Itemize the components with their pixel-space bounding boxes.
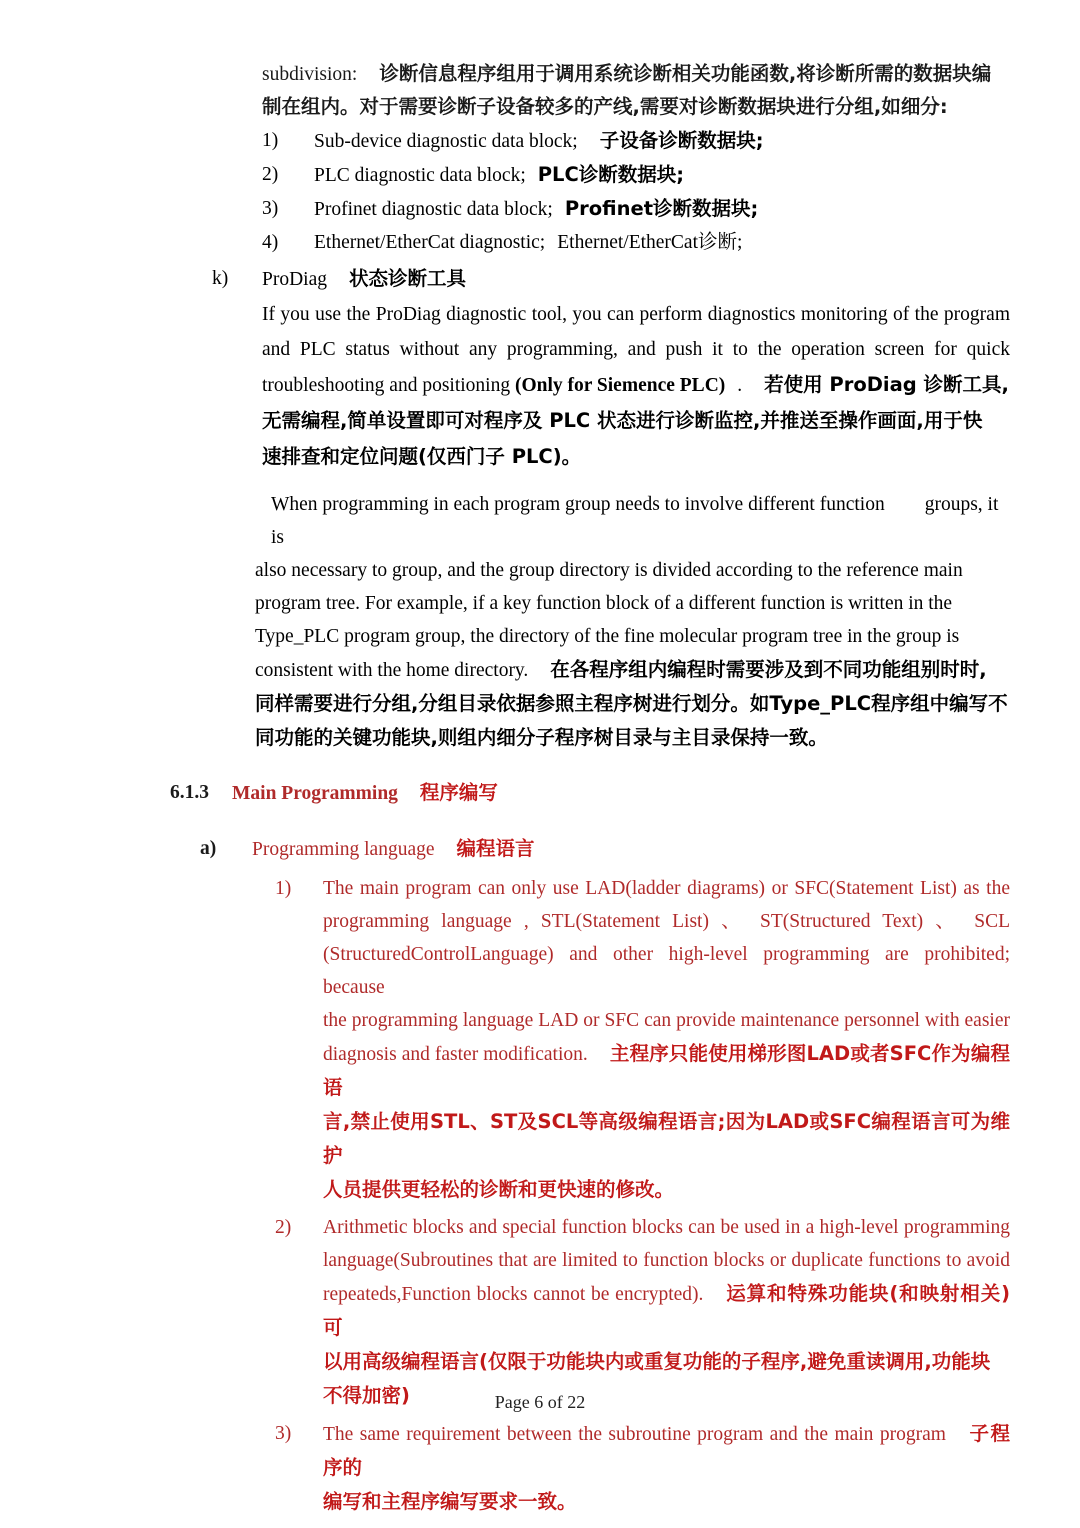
section-title-en: Main Programming xyxy=(232,783,398,804)
section-title-cn: 程序编写 xyxy=(419,781,498,804)
sub-item-line xyxy=(323,1004,1010,1037)
when-line1-b: groups, it is xyxy=(271,494,999,548)
item-k-title-cn: 状态诊断工具 xyxy=(349,267,467,290)
list-item xyxy=(262,192,1010,226)
when-line5-cn: 在各程序组内编程时需要涉及到不同功能组别时时, xyxy=(550,658,987,681)
item-k-line3-b: . xyxy=(737,375,743,396)
item-a-body xyxy=(252,832,535,866)
sub-item-2-cn-0: 运算和特殊功能块(和映射相关)可 xyxy=(323,1282,1010,1339)
item-k-bold-note: (Only for Siemence PLC) xyxy=(514,375,726,396)
sub-item-marker: 2) xyxy=(275,1217,292,1238)
list-item-en: Ethernet/EtherCat diagnostic; xyxy=(314,232,546,253)
when-line-4 xyxy=(255,620,1010,653)
list-item-cn: Ethernet/EtherCat诊断; xyxy=(557,232,743,253)
sub-item-line xyxy=(323,1211,1010,1244)
sub-item-1-line-1: programming language , STL(Statement List) 、 ST(Structured Text) 、 SCL xyxy=(323,911,1010,932)
sub-item-body xyxy=(323,1417,1010,1519)
section-title xyxy=(232,777,498,810)
sub-item-2 xyxy=(275,1211,1010,1413)
list-item-en: Sub-device diagnostic data block; xyxy=(314,131,578,152)
sub-item-line xyxy=(323,1105,1010,1173)
item-k-marker: k) xyxy=(212,268,229,289)
sub-item-1-line-2: (StructuredControlLanguage) and other high-level programming are prohibited; because xyxy=(323,944,1010,998)
when-programming-paragraph xyxy=(255,488,1010,755)
list-item xyxy=(262,158,1010,192)
when-line-7 xyxy=(255,721,1010,755)
item-k-para-line-3 xyxy=(262,369,1010,402)
sub-item-3-cn-1: 编写和主程序编写要求一致。 xyxy=(323,1490,577,1513)
item-k xyxy=(212,262,1010,474)
sub-item-line xyxy=(323,1173,1010,1207)
sub-item-3-cn-0: 子程序的 xyxy=(323,1422,1010,1479)
sub-item-line xyxy=(323,938,1010,1004)
item-k-line2: and PLC status without any programming, and push it to the operation screen for quick xyxy=(262,339,1010,360)
sub-item-body xyxy=(323,872,1010,1207)
when-line6-cn: 同样需要进行分组,分组目录依据参照主程序树进行划分。如Type_PLC程序组中编写不 xyxy=(255,692,1008,715)
list-marker: 2) xyxy=(262,164,279,185)
list-item-body xyxy=(314,158,1010,192)
sub-item-2-line-0: Arithmetic blocks and special function blocks can be used in a high-level programming xyxy=(323,1217,1010,1238)
sub-item-line xyxy=(323,1417,1010,1485)
sub-item-line xyxy=(323,1485,1010,1519)
list-item-body xyxy=(314,192,1010,226)
sub-item-line xyxy=(323,872,1010,905)
lead-paragraph-line2 xyxy=(262,91,1010,124)
sub-item-marker: 1) xyxy=(275,878,292,899)
item-a-title-cn: 编程语言 xyxy=(456,837,535,860)
section-number: 6.1.3 xyxy=(170,782,209,803)
item-k-para-line-5 xyxy=(262,441,1010,474)
sub-item-3 xyxy=(275,1417,1010,1519)
sub-item-line xyxy=(323,905,1010,938)
when-line-5 xyxy=(255,653,1010,687)
sub-item-2-line-2: repeateds,Function blocks cannot be encrypted). xyxy=(323,1284,704,1305)
sub-item-2-line-1: language(Subroutines that are limited to function blocks or duplicate functions to avoid xyxy=(323,1250,1010,1271)
item-k-line3-cn: 若使用 ProDiag 诊断工具, xyxy=(764,373,1009,396)
sub-item-1-line-3: the programming language LAD or SFC can provide maintenance personnel with easier xyxy=(323,1010,1010,1031)
list-item-cn: PLC诊断数据块; xyxy=(537,163,685,186)
when-line3: program tree. For example, if a key function block of a different function is written in the xyxy=(255,593,953,614)
when-line-1 xyxy=(255,488,1010,554)
list-item xyxy=(262,226,1010,259)
list-item xyxy=(262,124,1010,158)
sub-item-marker: 3) xyxy=(275,1423,292,1444)
sub-item-1-line-0: The main program can only use LAD(ladder diagrams) or SFC(Statement List) as the xyxy=(323,878,1010,899)
when-line2: also necessary to group, and the group directory is divided according to the reference main xyxy=(255,560,963,581)
lead-line1-cn: 诊断信息程序组用于调用系统诊断相关功能函数,将诊断所需的数据块编 xyxy=(379,62,992,85)
sub-item-1-cn-1: 言,禁止使用STL、ST及SCL等高级编程语言;因为LAD或SFC编程语言可为维护 xyxy=(323,1110,1010,1167)
when-line1-a: When programming in each program group needs to involve different function xyxy=(271,494,885,515)
item-a-title-en: Programming language xyxy=(252,839,435,860)
item-k-para-line-4 xyxy=(262,405,1010,438)
sub-item-1 xyxy=(275,872,1010,1207)
list-marker: 1) xyxy=(262,130,279,151)
item-k-line1: If you use the ProDiag diagnostic tool, you can perform diagnostics monitoring of the program xyxy=(262,304,1010,325)
sub-item-3-line-0: The same requirement between the subroutine program and the main program xyxy=(323,1424,946,1445)
list-item-body xyxy=(314,226,1010,259)
list-marker: 3) xyxy=(262,198,279,219)
when-line-6 xyxy=(255,687,1010,721)
when-line5-en: consistent with the home directory. xyxy=(255,660,529,681)
list-marker: 4) xyxy=(262,232,279,253)
list-item-en: PLC diagnostic data block; xyxy=(314,165,526,186)
list-item-cn: 子设备诊断数据块; xyxy=(599,129,764,152)
page-number-label: Page 6 of 22 xyxy=(494,1392,586,1412)
item-k-line4-cn: 无需编程,简单设置即可对程序及 PLC 状态进行诊断监控,并推送至操作画面,用于快 xyxy=(262,409,983,432)
item-k-line5-cn: 速排查和定位问题(仅西门子 PLC)。 xyxy=(262,445,582,468)
item-k-para-line-1 xyxy=(262,299,1010,331)
when-line-3 xyxy=(255,587,1010,620)
sub-item-line xyxy=(323,1037,1010,1105)
item-k-heading xyxy=(262,262,1010,296)
list-item-en: Profinet diagnostic data block; xyxy=(314,199,553,220)
item-k-body xyxy=(262,262,1010,474)
item-k-line3-a: troubleshooting and positioning xyxy=(262,375,511,396)
sub-item-body xyxy=(323,1211,1010,1413)
sub-item-1-cn-2: 人员提供更轻松的诊断和更快速的修改。 xyxy=(323,1178,675,1201)
sub-item-2-cn-1: 以用高级编程语言(仅限于功能块内或重复功能的子程序,避免重读调用,功能块 xyxy=(323,1350,991,1373)
lead-line1-latin: subdivision: xyxy=(262,64,358,85)
when-line4: Type_PLC program group, the directory of the fine molecular program tree in the group is xyxy=(255,626,960,647)
lead-paragraph xyxy=(262,58,1010,91)
sub-item-1-line-4: diagnosis and faster modification. xyxy=(323,1044,588,1065)
list-item-cn: Profinet诊断数据块; xyxy=(564,197,759,220)
sub-item-line xyxy=(323,1345,1010,1379)
when-line-2 xyxy=(255,554,1010,587)
sub-item-line xyxy=(323,1277,1010,1345)
item-k-para-line-2 xyxy=(262,334,1010,366)
section-heading xyxy=(170,777,1010,810)
page-content xyxy=(170,58,1010,1519)
when-line7-cn: 同功能的关键功能块,则组内细分子程序树目录与主目录保持一致。 xyxy=(255,726,828,749)
lead-line2-cn: 制在组内。对于需要诊断子设备较多的产线,需要对诊断数据块进行分组,如细分: xyxy=(262,95,948,118)
item-a xyxy=(200,832,1010,866)
page-footer xyxy=(0,1392,1080,1413)
sub-item-1-cn-0: 主程序只能使用梯形图LAD或者SFC作为编程语 xyxy=(323,1042,1010,1099)
list-item-body xyxy=(314,124,1010,158)
sub-item-line xyxy=(323,1244,1010,1277)
item-a-marker: a) xyxy=(200,838,217,859)
sub-item-2-cn-2: 不得加密) xyxy=(323,1384,410,1407)
item-k-title-en: ProDiag xyxy=(262,269,327,290)
